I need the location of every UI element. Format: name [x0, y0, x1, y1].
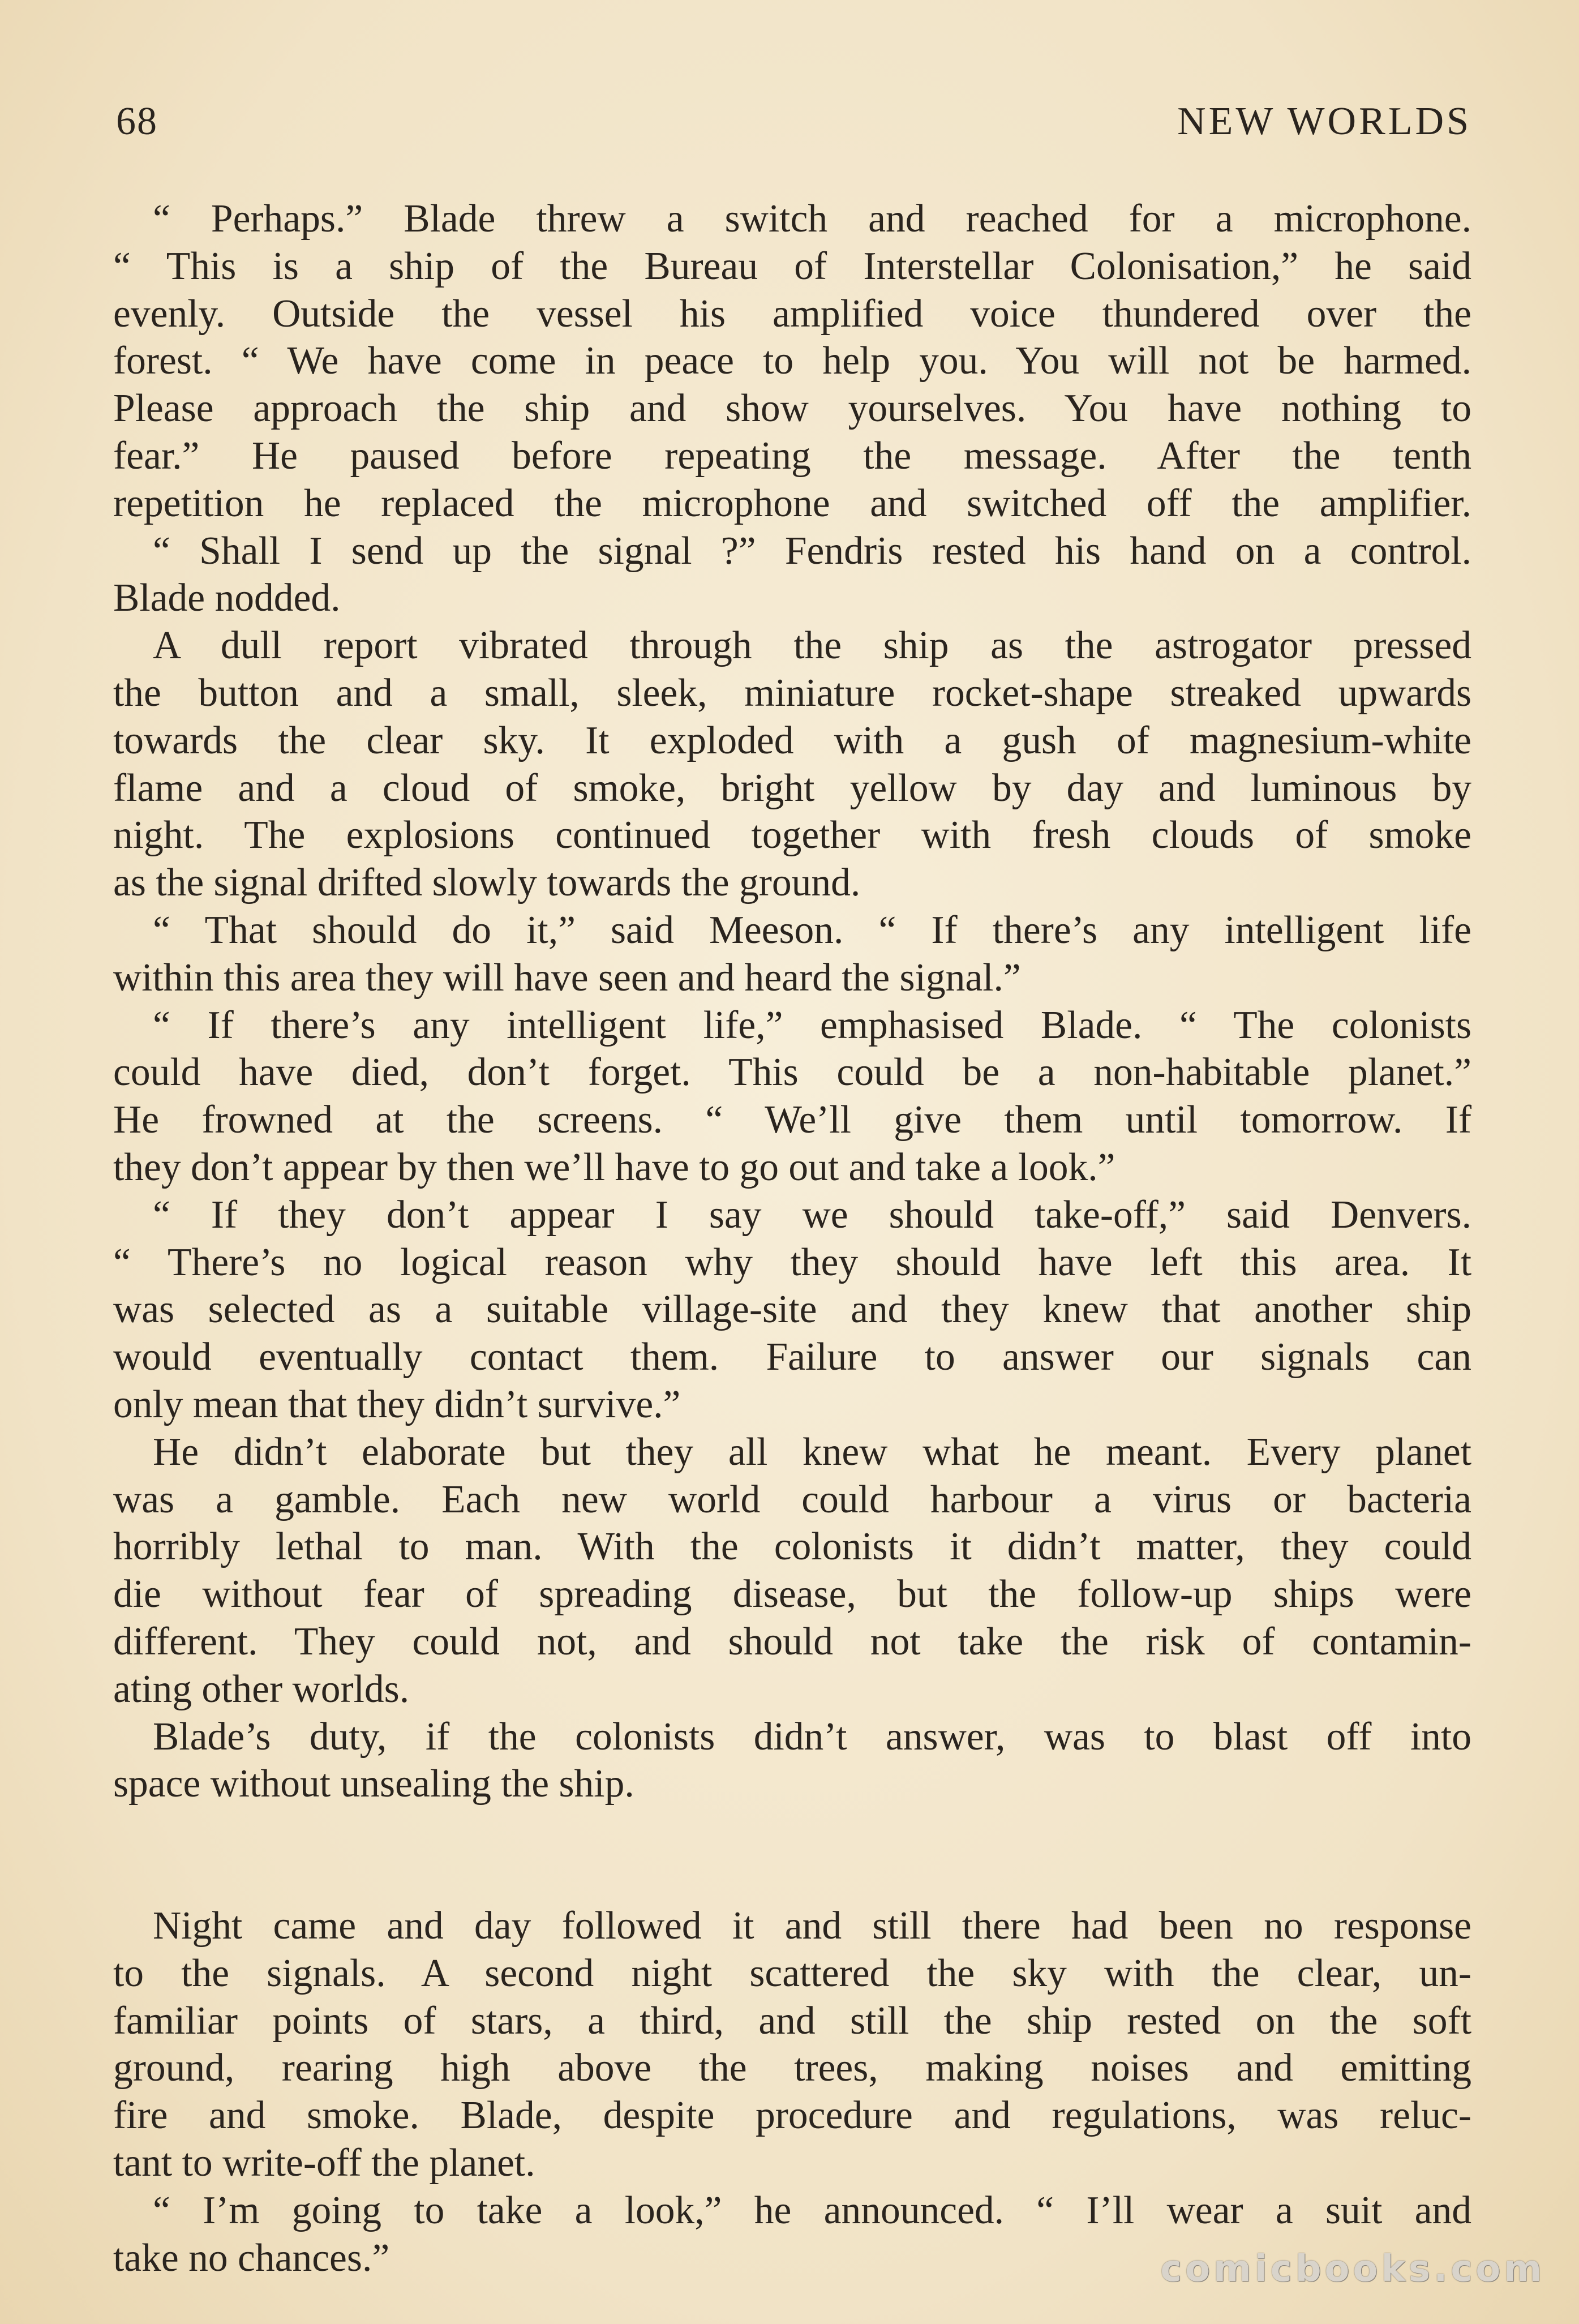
watermark-logo: comicbooks.com	[1160, 2248, 1545, 2290]
page-number: 68	[116, 100, 158, 143]
paragraph	[113, 907, 1471, 1002]
text-line: Blade’s duty, if the colonists didn’t answer, was to blast off into	[153, 1714, 1471, 1759]
body-text	[113, 195, 1471, 2282]
text-line: towards the clear sky. It exploded with a gush of magnesium-white	[113, 718, 1471, 762]
text-line: “ Perhaps.” Blade threw a switch and reached for a microphone.	[153, 197, 1471, 241]
text-line: was a gamble. Each new world could harbour a virus or bacteria	[113, 1477, 1471, 1521]
text-line: night. The explosions continued together with fresh clouds of smoke	[113, 813, 1471, 857]
text-line: as the signal drifted slowly towards the ground.	[113, 861, 861, 905]
text-line: the button and a small, sleek, miniature rocket-shape streaked upwards	[113, 671, 1471, 715]
text-line: ground, rearing high above the trees, making noises and emitting	[113, 2046, 1471, 2090]
text-line: to the signals. A second night scattered the sky with the clear, un-	[113, 1951, 1471, 1995]
text-line: “ That should do it,” said Meeson. “ If there’s any intelligent life	[153, 908, 1471, 952]
text-line: “ I’m going to take a look,” he announced. “ I’ll wear a suit and	[153, 2188, 1471, 2232]
text-line: only mean that they didn’t survive.”	[113, 1382, 681, 1426]
text-line: within this area they will have seen and heard the signal.”	[113, 955, 1021, 1000]
paragraph	[113, 195, 1471, 528]
text-line: was selected as a suitable village-site and they knew that another ship	[113, 1288, 1471, 1332]
text-line: space without unsealing the ship.	[113, 1762, 634, 1806]
paragraph	[113, 528, 1471, 623]
text-line: fear.” He paused before repeating the message. After the tenth	[113, 434, 1471, 478]
text-line: they don’t appear by then we’ll have to go out and take a look.”	[113, 1145, 1115, 1189]
text-line: He didn’t elaborate but they all knew what he meant. Every planet	[153, 1430, 1471, 1474]
text-line: “ This is a ship of the Bureau of Interstellar Colonisation,” he said	[113, 244, 1471, 288]
text-line: “ Shall I send up the signal ?” Fendris rested his hand on a control.	[153, 529, 1471, 573]
paragraph	[113, 1191, 1471, 1429]
paragraph	[113, 1713, 1471, 1808]
text-line: Night came and day followed it and still there had been no response	[153, 1904, 1471, 1948]
text-line: “ If there’s any intelligent life,” emphasised Blade. “ The colonists	[153, 1003, 1471, 1047]
paragraph	[113, 1429, 1471, 1713]
text-line: evenly. Outside the vessel his amplified voice thundered over the	[113, 291, 1471, 336]
text-line: A dull report vibrated through the ship as the astrogator pressed	[153, 624, 1471, 668]
text-line: forest. “ We have come in peace to help you. You will not be harmed.	[113, 339, 1471, 383]
text-line: horribly lethal to man. With the colonists it didn’t matter, they could	[113, 1525, 1471, 1569]
text-line: “ There’s no logical reason why they should have left this area. It	[113, 1240, 1471, 1284]
text-line: fire and smoke. Blade, despite procedure and regulations, was reluc-	[113, 2094, 1471, 2138]
text-line: Blade nodded.	[113, 576, 341, 620]
paragraph	[113, 1902, 1471, 2187]
page-header	[116, 99, 1471, 150]
text-line: die without fear of spreading disease, but the follow-up ships were	[113, 1572, 1471, 1616]
running-head: NEW WORLDS	[1177, 100, 1471, 143]
text-line: tant to write-off the planet.	[113, 2141, 535, 2185]
text-line: flame and a cloud of smoke, bright yellow by day and luminous by	[113, 766, 1471, 810]
text-line: repetition he replaced the microphone and switched off the amplifier.	[113, 481, 1471, 525]
text-line: He frowned at the screens. “ We’ll give them until tomorrow. If	[113, 1098, 1471, 1142]
text-line: “ If they don’t appear I say we should take-off,” said Denvers.	[153, 1193, 1471, 1237]
text-line: ating other worlds.	[113, 1667, 410, 1711]
text-line: different. They could not, and should not take the risk of contamin-	[113, 1619, 1471, 1663]
paragraph	[113, 622, 1471, 907]
paragraph	[113, 1002, 1471, 1191]
text-line: would eventually contact them. Failure to answer our signals can	[113, 1335, 1471, 1379]
text-line: Please approach the ship and show yourselves. You have nothing to	[113, 387, 1471, 431]
text-line: take no chances.”	[113, 2236, 390, 2280]
text-line: could have died, don’t forget. This could be a non-habitable planet.”	[113, 1050, 1471, 1095]
section-break	[113, 1808, 1471, 1902]
text-line: familiar points of stars, a third, and still the ship rested on the soft	[113, 1999, 1471, 2043]
